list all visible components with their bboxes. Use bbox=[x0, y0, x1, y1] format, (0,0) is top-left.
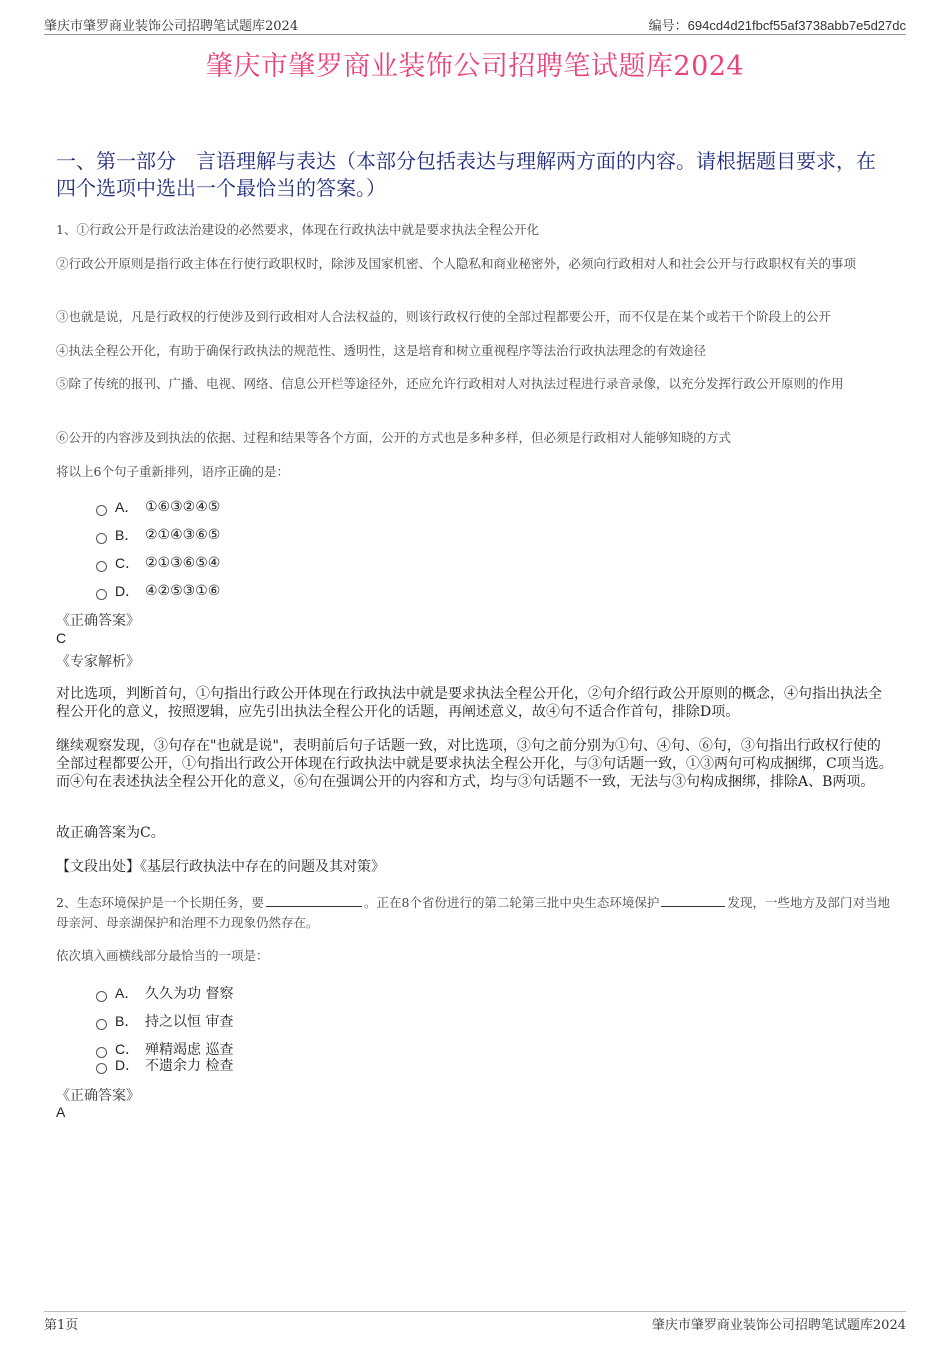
option-text: ②①③⑥⑤④ bbox=[145, 555, 221, 571]
q1-analysis-3: 故正确答案为C。 bbox=[56, 825, 165, 841]
footer-divider bbox=[44, 1311, 906, 1312]
radio-icon[interactable] bbox=[96, 1019, 107, 1030]
q1-answer: C bbox=[56, 630, 67, 646]
option-letter: D． bbox=[115, 583, 140, 599]
q2-answer-label: 《正确答案》 bbox=[56, 1088, 140, 1104]
option-text: ②①④③⑥⑤ bbox=[145, 527, 221, 543]
option-text: ①⑥③②④⑤ bbox=[145, 499, 221, 515]
q2-stem-part2: 。正在8个省份进行的第二轮第三批中央生态环境保护 bbox=[363, 895, 660, 910]
fill-blank-2 bbox=[661, 896, 725, 907]
q1-prompt: 将以上6个句子重新排列，语序正确的是： bbox=[56, 464, 289, 479]
option-letter: C． bbox=[115, 555, 140, 571]
code-label: 编号： bbox=[648, 19, 688, 34]
radio-icon[interactable] bbox=[96, 505, 107, 516]
option-text: ④②⑤③①⑥ bbox=[145, 583, 221, 599]
q1-sentence-6: ⑥公开的内容涉及到执法的依据、过程和结果等各个方面，公开的方式也是多种多样，但必须是行政相对人能够知晓的方式 bbox=[56, 430, 732, 445]
radio-icon[interactable] bbox=[96, 561, 107, 572]
radio-icon[interactable] bbox=[96, 991, 107, 1002]
option-letter: A． bbox=[115, 985, 139, 1001]
q2-option-d[interactable] bbox=[96, 1055, 233, 1075]
radio-icon[interactable] bbox=[96, 533, 107, 544]
fill-blank-1 bbox=[266, 896, 362, 907]
page-title: 肇庆市肇罗商业装饰公司招聘笔试题库2024 bbox=[205, 51, 745, 82]
q1-sentence-4: ④执法全程公开化，有助于确保行政执法的规范性、透明性，这是培育和树立重视程序等法治行政执法理念的有效途径 bbox=[56, 343, 707, 358]
code-value: 694cd4d21fbcf55af3738abb7e5d27dc bbox=[687, 18, 906, 33]
option-letter: B． bbox=[115, 1013, 139, 1029]
q2-answer: A bbox=[56, 1104, 66, 1120]
q1-option-b[interactable] bbox=[96, 525, 220, 545]
q1-option-d[interactable] bbox=[96, 581, 220, 601]
radio-icon[interactable] bbox=[96, 589, 107, 600]
q1-sentence-3: ③也就是说，凡是行政权的行使涉及到行政相对人合法权益的，则该行政权行使的全部过程都要公开，而不仅是在某个或若干个阶段上的公开 bbox=[56, 309, 832, 324]
option-text: 持之以恒 审查 bbox=[145, 1014, 234, 1030]
q2-stem-part3: 发现，一些地方及部门对当地母亲河、母亲湖保护和治理不力现象仍然存在。 bbox=[56, 895, 890, 930]
q1-sentence-2: ②行政公开原则是指行政主体在行使行政职权时，除涉及国家机密、个人隐私和商业秘密外，必须向行政相对人和社会公开与行政职权有关的事项 bbox=[56, 256, 857, 271]
q2-option-a[interactable] bbox=[96, 983, 233, 1003]
document-code bbox=[649, 15, 906, 34]
option-text: 殚精竭虑 巡查 bbox=[145, 1042, 234, 1058]
footer-title: 肇庆市肇罗商业装饰公司招聘笔试题库2024 bbox=[651, 1318, 906, 1333]
q1-source: 【文段出处】《基层行政执法中存在的问题及其对策》 bbox=[56, 859, 385, 875]
header-divider bbox=[44, 34, 906, 35]
header-title: 肇庆市肇罗商业装饰公司招聘笔试题库2024 bbox=[44, 19, 299, 34]
q1-analysis-label: 《专家解析》 bbox=[56, 654, 140, 670]
q2-stem-part1: 2、生态环境保护是一个长期任务，要 bbox=[56, 895, 264, 910]
option-letter: B． bbox=[115, 527, 139, 543]
radio-icon[interactable] bbox=[96, 1063, 107, 1074]
option-text: 不遗余力 检查 bbox=[145, 1058, 234, 1074]
q1-sentence-5: ⑤除了传统的报刊、广播、电视、网络、信息公开栏等途径外，还应允许行政相对人对执法过程进行录音录像，以充分发挥行政公开原则的作用 bbox=[56, 376, 844, 391]
section-heading: 一、第一部分 言语理解与表达（本部分包括表达与理解两方面的内容。请根据题目要求，在四个选项中选出一个最恰当的答案。） bbox=[56, 149, 876, 200]
option-letter: A． bbox=[115, 499, 139, 515]
q2-option-b[interactable] bbox=[96, 1011, 233, 1031]
option-letter: D． bbox=[115, 1057, 140, 1073]
q2-prompt: 依次填入画横线部分最恰当的一项是： bbox=[56, 948, 269, 963]
q1-sentence-1: 1、①行政公开是行政法治建设的必然要求，体现在行政执法中就是要求执法全程公开化 bbox=[56, 222, 539, 237]
option-letter: C． bbox=[115, 1041, 140, 1057]
page-number: 第1页 bbox=[44, 1318, 79, 1333]
q1-analysis-2: 继续观察发现，③句存在"也就是说"，表明前后句子话题一致，对比选项，③句之前分别为①句、④句、⑥句，③句指出行政权行使的全部过程都要公开，①句指出行政公开体现在行政执法中就是要求执法全程公开化，与③句话题一致，①③两句可构成捆绑，C项当选。而④句在表述执法全程公开化的意义，⑥句在强调公开的内容和方式，均与③句话题不一致，无法与③句构成捆绑，排除A、B两项。 bbox=[56, 738, 893, 790]
q1-option-a[interactable] bbox=[96, 497, 220, 517]
q1-analysis-1: 对比选项，判断首句，①句指出行政公开体现在行政执法中就是要求执法全程公开化，②句介绍行政公开原则的概念，④句指出执法全程公开化的意义，按照逻辑，应先引出执法全程公开化的话题，再阐述意义，故④句不适合作首句，排除D项。 bbox=[56, 686, 882, 720]
q1-answer-label: 《正确答案》 bbox=[56, 613, 140, 629]
q1-option-c[interactable] bbox=[96, 553, 220, 573]
option-text: 久久为功 督察 bbox=[145, 986, 234, 1002]
q2-stem bbox=[56, 893, 894, 933]
